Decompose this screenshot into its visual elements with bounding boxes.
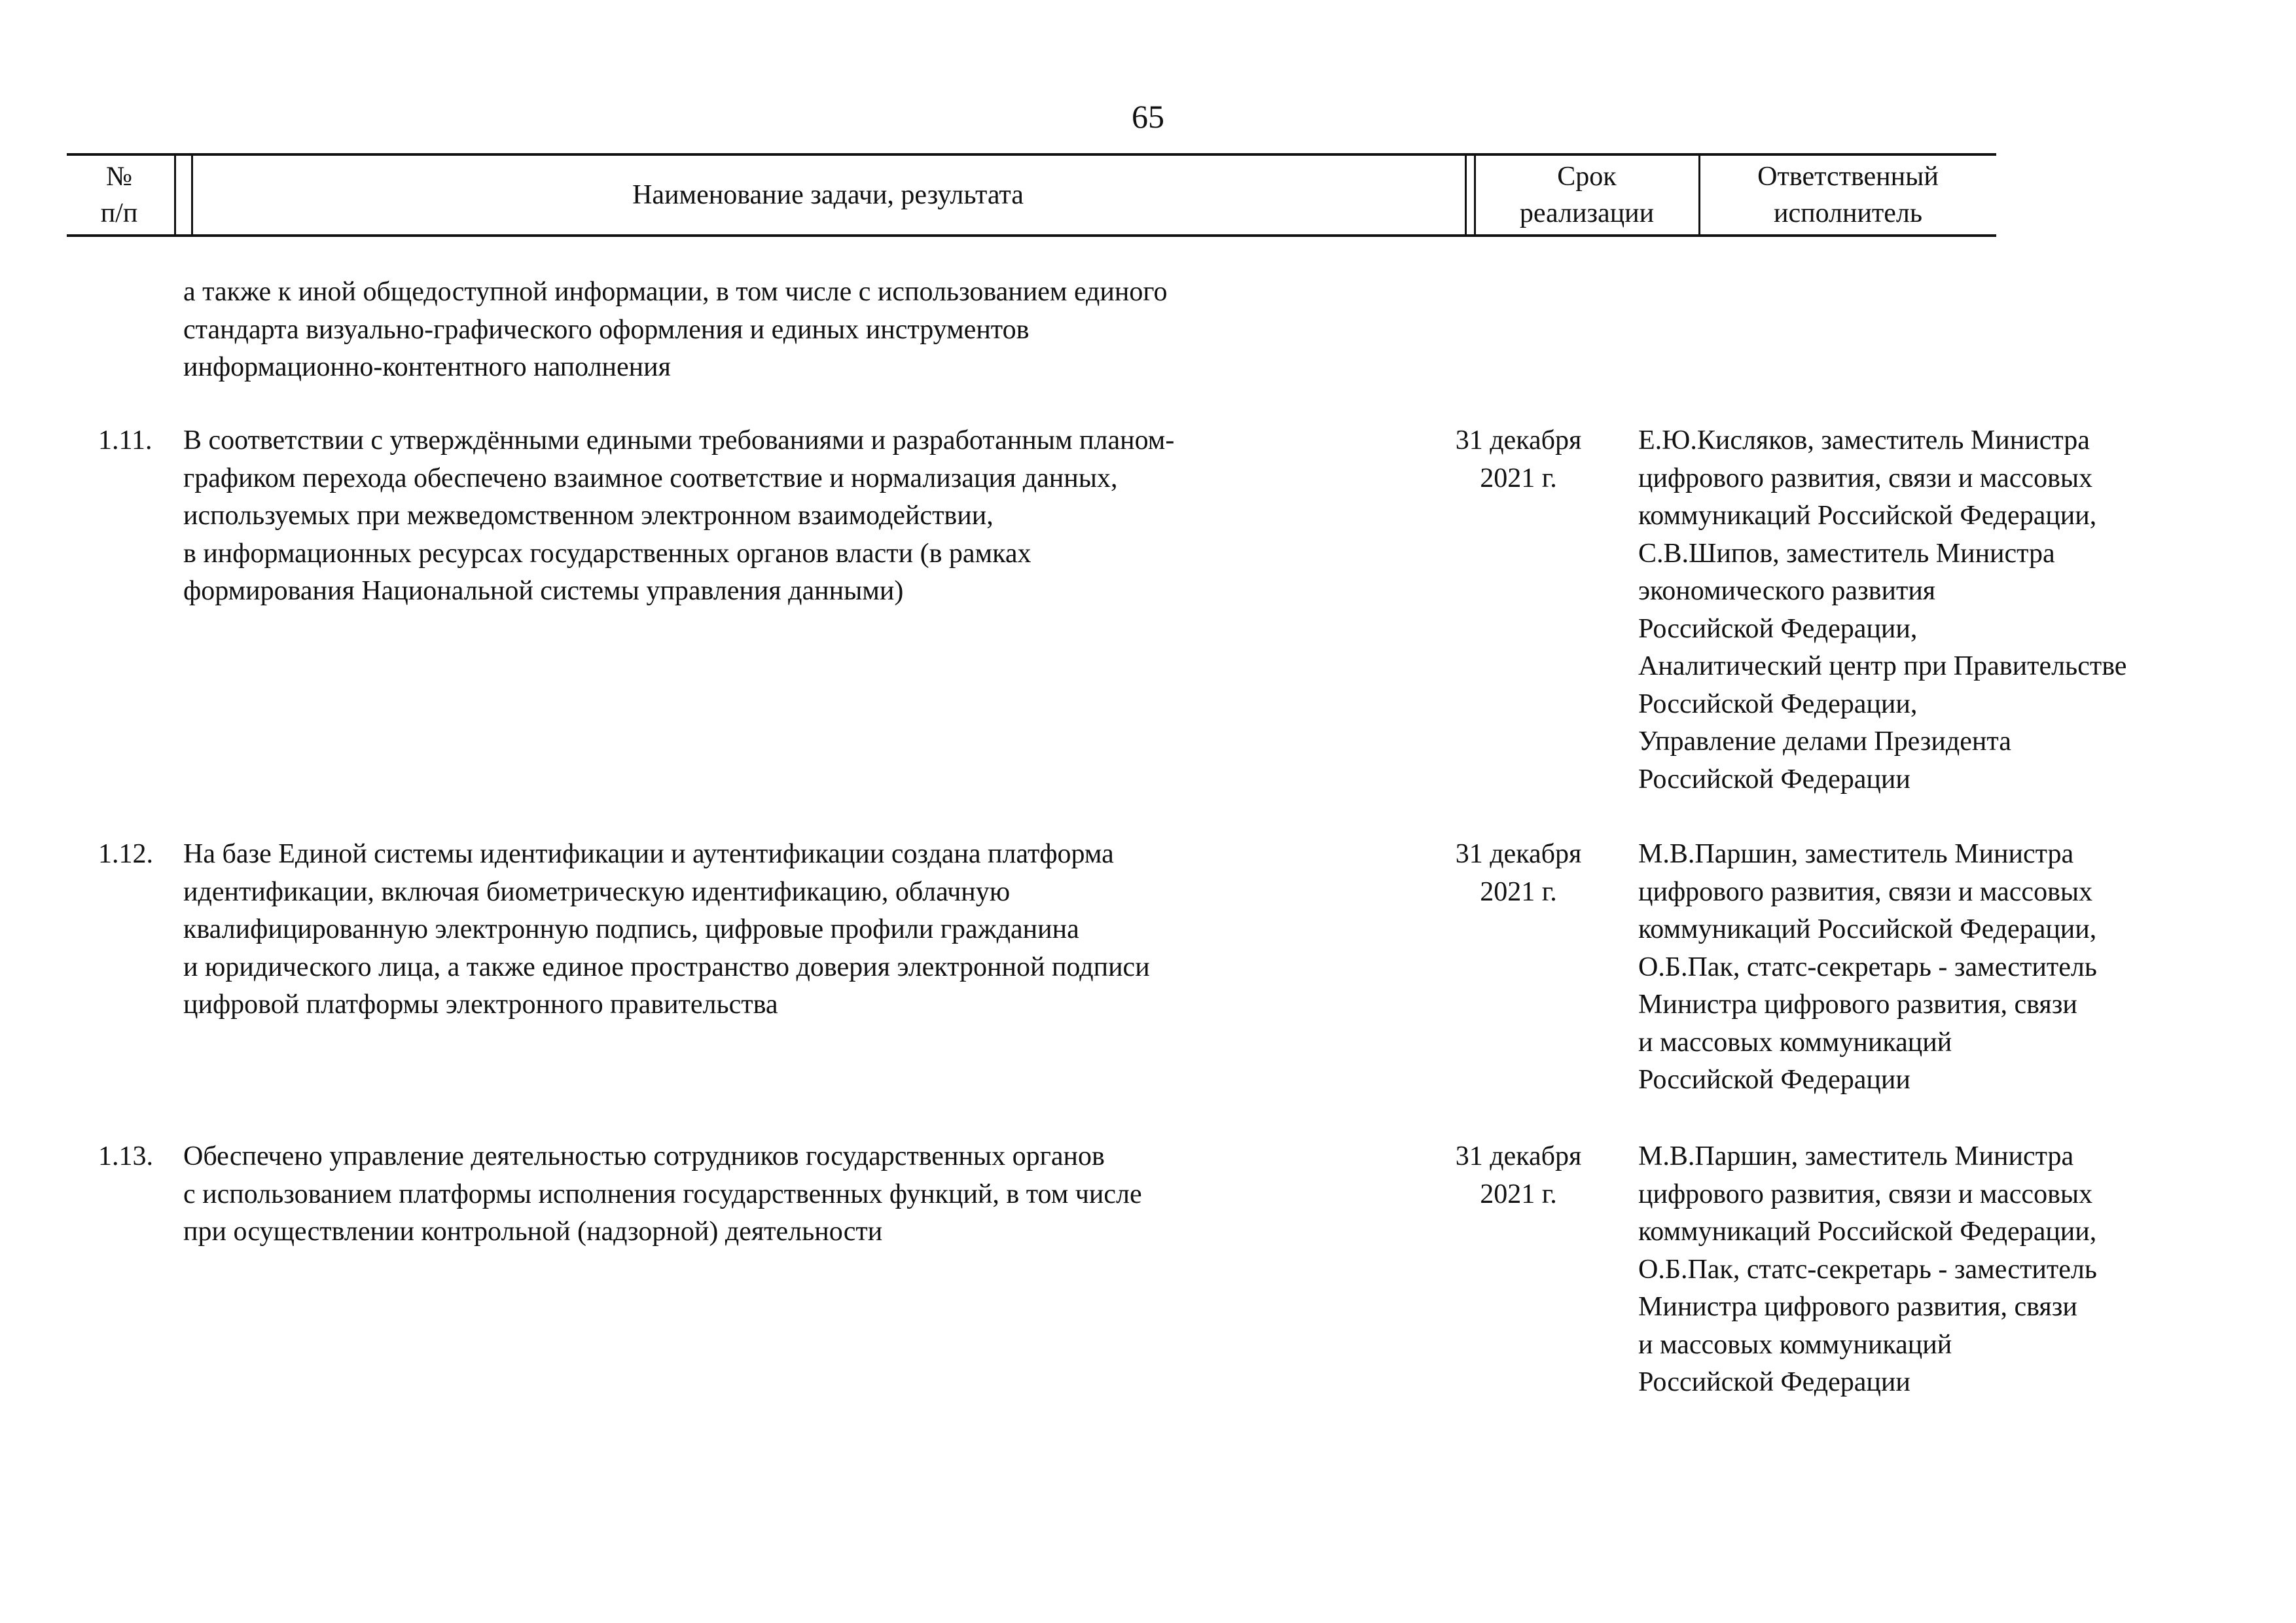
header-executor: Ответственный исполнитель [1757,162,1939,228]
row-deadline [1420,1138,1617,1213]
column-divider [1465,156,1467,234]
task-line: квалифицированную электронную подпись, цифровые профили гражданина [183,914,1079,944]
task-line: В соответствии с утверждёнными едиными требованиями и разработанным планом- [183,425,1175,455]
deadline-line: 2021 г. [1480,1179,1557,1209]
header-number [67,156,171,234]
task-line: используемых при межведомственном электронном взаимодействии, [183,501,994,531]
executor-line: Министра цифрового развития, связи [1638,1292,2077,1322]
column-divider [174,156,176,234]
task-line: в информационных ресурсах государственных органов власти (в рамках [183,538,1031,569]
deadline-line: 2021 г. [1480,463,1557,493]
task-line: при осуществлении контрольной (надзорной) деятельности [183,1217,883,1247]
task-line: и юридического лица, а также единое пространство доверия электронной подписи [183,952,1150,982]
executor-line: коммуникаций Российской Федерации, [1638,1217,2097,1247]
executor-line: М.В.Паршин, заместитель Министра [1638,1141,2074,1171]
deadline-line: 2021 г. [1480,876,1557,907]
row-deadline [1420,422,1617,497]
executor-line: Российской Федерации [1638,1367,1910,1397]
row-deadline [1420,836,1617,911]
row-task [183,1138,1142,1251]
row-number: 1.13. [98,1141,153,1171]
task-line: графиком перехода обеспечено взаимное соответствие и нормализация данных, [183,463,1118,493]
executor-line: и массовых коммуникаций [1638,1329,1952,1360]
executor-line: М.В.Паршин, заместитель Министра [1638,839,2074,869]
task-line: информационно-контентного наполнения [183,352,671,382]
header-deadline [1474,156,1700,234]
task-line: стандарта визуально-графического оформления и единых инструментов [183,314,1030,345]
executor-line: Российской Федерации [1638,764,1910,794]
row-task [183,836,1150,1024]
deadline-line: 31 декабря [1455,839,1582,869]
executor-line: цифрового развития, связи и массовых [1638,463,2093,493]
task-line: На базе Единой системы идентификации и аутентификации создана платформа [183,839,1114,869]
executor-line: Министра цифрового развития, связи [1638,990,2077,1020]
executor-line: экономического развития [1638,576,1936,606]
executor-line: коммуникаций Российской Федерации, [1638,501,2097,531]
header-task: Наименование задачи, результата [632,180,1024,210]
executor-line: коммуникаций Российской Федерации, [1638,914,2097,944]
executor-line: С.В.Шипов, заместитель Министра [1638,538,2055,569]
header-number-abbrev: п/п [100,198,138,228]
executor-line: Е.Ю.Кисляков, заместитель Министра [1638,425,2090,455]
executor-line: О.Б.Пак, статс-секретарь - заместитель [1638,952,2097,982]
task-line: с использованием платформы исполнения государственных функций, в том числе [183,1179,1142,1209]
task-line: формирования Национальной системы управления данными) [183,576,904,606]
page-number: 65 [1132,98,1164,135]
row-number: 1.11. [98,425,152,455]
executor-line: Управление делами Президента [1638,726,2011,757]
executor-line: Российской Федерации, [1638,688,1918,719]
header-deadline-line1: Срок [1557,162,1617,192]
task-line: Обеспечено управление деятельностью сотрудников государственных органов [183,1141,1105,1171]
header-deadline-line2: реализации [1519,198,1655,228]
task-line: цифровой платформы электронного правительства [183,990,778,1020]
executor-line: и массовых коммуникаций [1638,1027,1952,1058]
executor-line: Российской Федерации [1638,1065,1910,1095]
header-number-symbol: № [105,162,133,192]
executor-line: О.Б.Пак, статс-секретарь - заместитель [1638,1254,2097,1285]
deadline-line: 31 декабря [1455,1141,1582,1171]
task-line: идентификации, включая биометрическую идентификацию, облачную [183,876,1011,907]
row-executor [1638,1138,2097,1402]
executor-line: цифрового развития, связи и массовых [1638,1179,2093,1209]
executor-line: Российской Федерации, [1638,613,1918,644]
deadline-line: 31 декабря [1455,425,1582,455]
row-number: 1.12. [98,839,153,869]
executor-line: цифрового развития, связи и массовых [1638,876,2093,907]
executor-line: Аналитический центр при Правительстве [1638,651,2127,681]
row-task [183,422,1174,611]
task-line: а также к иной общедоступной информации, в том числе с использованием единого [183,277,1168,307]
row-executor [1638,836,2097,1099]
continuation-task [183,274,1168,387]
table-header [67,153,1996,237]
row-executor [1638,422,2126,798]
